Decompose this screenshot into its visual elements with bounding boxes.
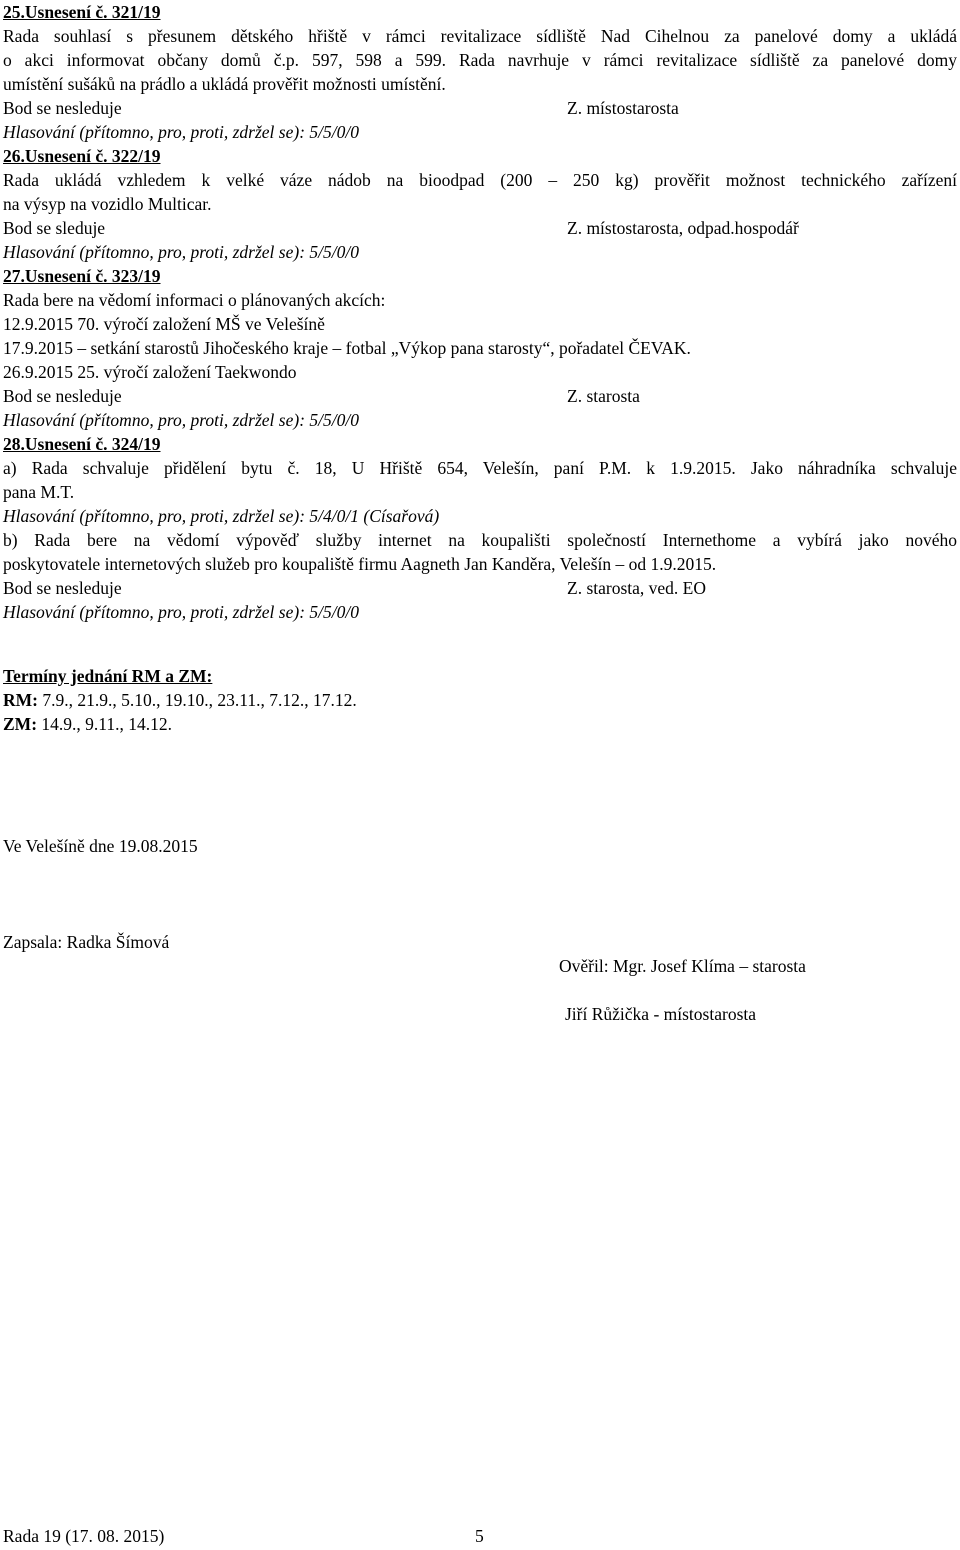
resolution-text-line: umístění sušáků na prádlo a ukládá prověřit možnosti umístění.	[3, 74, 446, 94]
event-line: 17.9.2015 – setkání starostů Jihočeského kraje – fotbal „Výkop pana starosty“, pořadatel ČEVAK.	[3, 338, 691, 358]
resolution-25	[3, 0, 957, 144]
responsible-person: Z. starosta, ved. EO	[567, 578, 706, 598]
resolution-text-line: o akci informovat občany domů č.p. 597, 598 a 599. Rada navrhuje v rámci revitalizace sídliště za panelové domy	[3, 50, 957, 70]
footer-label: Rada 19 (17. 08. 2015)	[3, 1526, 165, 1546]
rm-dates-row	[3, 688, 357, 712]
responsible-person: Z. místostarosta	[567, 98, 679, 118]
responsible-person: Z. starosta	[567, 386, 640, 406]
verified-by: Ověřil: Mgr. Josef Klíma – starosta	[559, 956, 806, 976]
status-row	[3, 384, 691, 408]
event-line: 12.9.2015 70. výročí založení MŠ ve Velešíně	[3, 314, 325, 334]
zm-dates: 14.9., 9.11., 14.12.	[37, 714, 173, 734]
vote-result: Hlasování (přítomno, pro, proti, zdržel se): 5/5/0/0	[3, 602, 359, 622]
rm-dates: 7.9., 21.9., 5.10., 19.10., 23.11., 7.12., 17.12.	[37, 690, 357, 710]
status-text: Bod se sleduje	[3, 218, 106, 238]
status-row	[3, 96, 957, 120]
schedule-heading: Termíny jednání RM a ZM:	[3, 666, 213, 686]
resolution-heading: 25.Usnesení č. 321/19	[3, 2, 161, 22]
recorded-by: Zapsala: Radka Šímová	[3, 932, 170, 952]
vote-result: Hlasování (přítomno, pro, proti, zdržel se): 5/5/0/0	[3, 242, 359, 262]
resolution-heading: 27.Usnesení č. 323/19	[3, 266, 161, 286]
status-text: Bod se nesleduje	[3, 578, 122, 598]
vote-result: Hlasování (přítomno, pro, proti, zdržel se): 5/5/0/0	[3, 122, 359, 142]
resolution-26	[3, 144, 957, 264]
verified-by-deputy: Jiří Růžička - místostarosta	[565, 1004, 757, 1024]
vote-result: Hlasování (přítomno, pro, proti, zdržel se): 5/5/0/0	[3, 410, 359, 430]
resolution-text-line: Rada ukládá vzhledem k velké váze nádob na bioodpad (200 – 250 kg) prověřit možnost technického zařízení	[3, 170, 957, 190]
resolution-text-line: na výsyp na vozidlo Multicar.	[3, 194, 212, 214]
status-row	[3, 576, 957, 600]
vote-result: Hlasování (přítomno, pro, proti, zdržel se): 5/4/0/1 (Císařová)	[3, 506, 440, 526]
resolution-heading: 28.Usnesení č. 324/19	[3, 434, 161, 454]
page-footer	[3, 1524, 164, 1548]
page-number: 5	[475, 1526, 484, 1546]
status-row	[3, 216, 957, 240]
status-text: Bod se nesleduje	[3, 98, 122, 118]
resolution-heading: 26.Usnesení č. 322/19	[3, 146, 161, 166]
resolution-text-line: poskytovatele internetových služeb pro koupaliště firmu Aagneth Jan Kanděra, Velešín – od 1.9.2015.	[3, 554, 717, 574]
responsible-person: Z. místostarosta, odpad.hospodář	[567, 218, 799, 238]
resolution-text-line: b) Rada bere na vědomí výpověď služby internet na koupališti společností Internethome a vybírá jako nového	[3, 530, 957, 550]
resolution-27	[3, 264, 691, 432]
resolution-28	[3, 432, 957, 624]
zm-dates-row	[3, 712, 357, 736]
rm-label: RM:	[3, 690, 38, 710]
resolution-text-line: Rada bere na vědomí informaci o plánovaných akcích:	[3, 290, 386, 310]
status-text: Bod se nesleduje	[3, 386, 122, 406]
event-line: 26.9.2015 25. výročí založení Taekwondo	[3, 362, 297, 382]
meeting-schedule	[3, 664, 357, 736]
resolution-text-line: pana M.T.	[3, 482, 75, 502]
place-date: Ve Velešíně dne 19.08.2015	[3, 836, 198, 856]
zm-label: ZM:	[3, 714, 38, 734]
resolution-text-line: a) Rada schvaluje přidělení bytu č. 18, U Hřiště 654, Velešín, paní P.M. k 1.9.2015. Jako náhradníka schvaluje	[3, 458, 957, 478]
resolution-text-line: Rada souhlasí s přesunem dětského hřiště v rámci revitalizace sídliště Nad Cihelnou za panelové domy a ukládá	[3, 26, 957, 46]
